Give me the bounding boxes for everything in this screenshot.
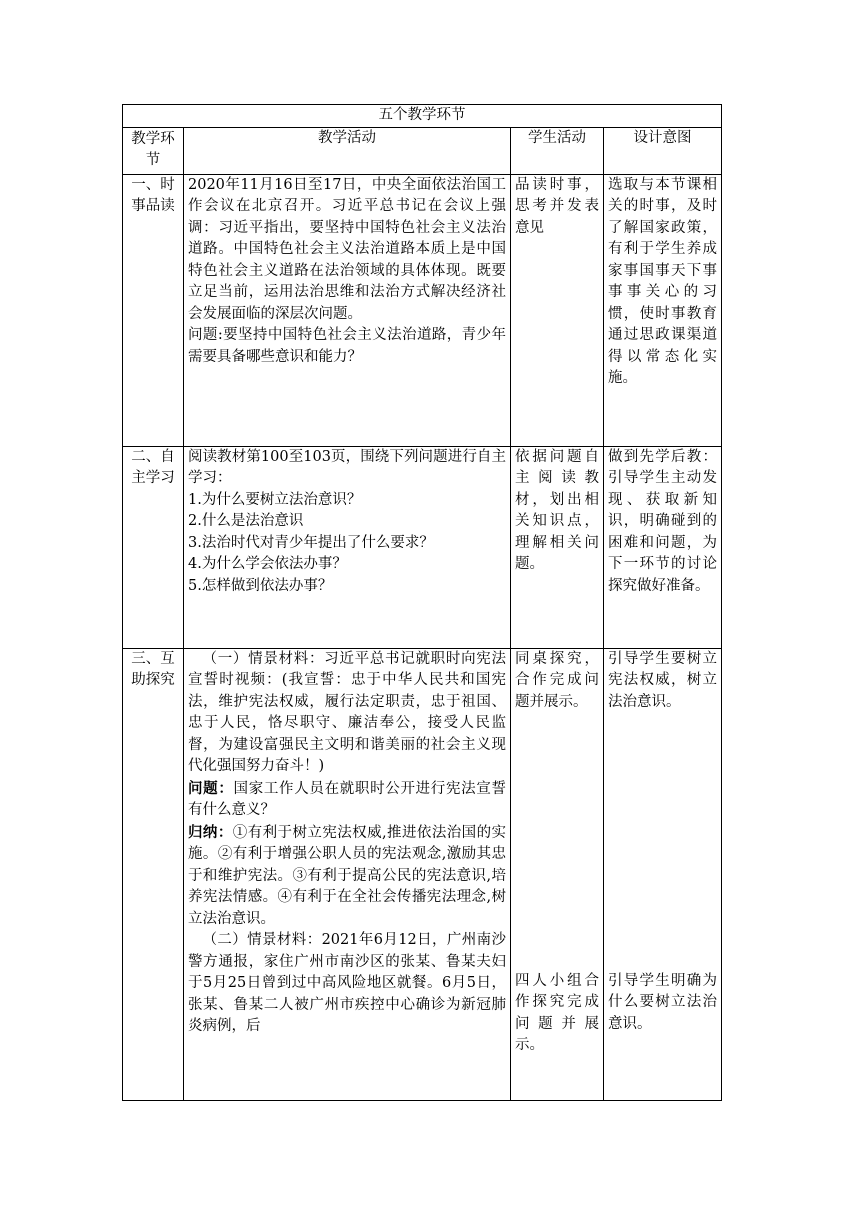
student-activity-cell (511, 648, 604, 1100)
design-intent: 做到先学后教：引导学生主动发现、获取新知识，明确碰到的困难和问题，为下一环节的讨论探究做好准备。 (604, 446, 722, 648)
study-question: 1.为什么要树立法治意识？ (188, 491, 362, 508)
scenario-one: （一）情景材料：习近平总书记就职时向宪法宣誓时视频：(我宣誓：忠于中华人民共和国宪法，维护宪法权威，履行法定职责，忠于祖国、忠于人民，恪尽职守、廉洁奉公，接受人民监督，为建设富强民主文明和谐美丽的社会主义现代化强国努力奋斗！) (188, 650, 506, 774)
header-row (123, 127, 722, 174)
question-text: 国家工作人员在就职时公开进行宪法宣誓有什么意义？ (188, 780, 507, 818)
activity-paragraph: 2020年11月16日至17日，中央全面依法治国工作会议在北京召开。习近平总书记在会议上强调：习近平指出，要坚持中国特色社会主义法治道路。中国特色社会主义法治道路本质上是中国特色社会主义道路在法治领域的具体体现。既要立足当前，运用法治思维和法治方式解决经济社会发展面临的深层次问题。 (188, 176, 506, 322)
summary-label: 归纳： (188, 823, 233, 841)
design-intent: 引导学生要树立宪法权威，树立法治意识。 (608, 650, 717, 710)
header-student: 学生活动 (511, 127, 604, 174)
summary-text: ①有利于树立宪法权威,推进依法治国的实施。②有利于增强公职人员的宪法观念,激励其忠于和维护宪法。③有利于提高公民的宪法意识,培养宪法情感。④有利于在全社会传播宪法理念,树立法治意识。 (188, 824, 507, 927)
activity-question: 问题:要坚持中国特色社会主义法治道路，青少年需要具备哪些意识和能力？ (188, 327, 506, 365)
scenario-one-summary (188, 822, 506, 931)
student-activity: 同桌探究，合作完成问题并展示。 (515, 650, 599, 710)
study-question: 4.为什么学会依法办事？ (188, 556, 347, 572)
table-title: 五个教学环节 (123, 105, 722, 128)
design-intent-cell (604, 648, 722, 1100)
study-question: 5.怎样做到依法办事？ (188, 577, 333, 594)
student-activity: 依据问题自主阅读教材，划出相关知识点，理解相关问题。 (511, 446, 604, 648)
header-activity: 教学活动 (184, 127, 511, 174)
teaching-plan-table (122, 104, 722, 1101)
scenario-one-question (188, 778, 506, 822)
activity-intro: 阅读教材第100至103页，围绕下列问题进行自主学习： (188, 448, 506, 486)
title-row (123, 105, 722, 128)
stage-label: 二、自主学习 (123, 446, 184, 648)
stage-label: 一、时事品读 (123, 174, 184, 446)
header-intent: 设计意图 (604, 127, 722, 174)
student-activity: 四人小组合作探究完成问题并展示。 (515, 972, 599, 1053)
design-intent: 选取与本节课相关的时事，及时了解国家政策，有利于学生养成家事国事天下事事事关心的习惯，使时事教育通过思政课渠道得以常态化实施。 (604, 174, 722, 446)
study-question: 2.什么是法治意识 (188, 513, 304, 529)
row-current-affairs (123, 174, 722, 446)
activity-cell (184, 446, 511, 648)
stage-label: 三、互助探究 (123, 648, 184, 1100)
study-question: 3.法治时代对青少年提出了什么要求？ (188, 534, 434, 551)
student-activity: 品读时事，思考并发表意见 (511, 174, 604, 446)
design-intent: 引导学生明确为什么要树立法治意识。 (608, 972, 717, 1032)
question-label: 问题： (188, 779, 234, 797)
row-cooperative-inquiry (123, 648, 722, 1100)
header-stage: 教学环节 (123, 127, 184, 174)
activity-cell (184, 648, 511, 1100)
scenario-two: （二）情景材料：2021年6月12日，广州南沙警方通报，家住广州市南沙区的张某、鲁某夫妇于5月25日曾到过中高风险地区就餐。6月5日，张某、鲁某二人被广州市疾控中心确诊为新冠肺炎病例，后 (188, 932, 506, 1034)
activity-cell (184, 174, 511, 446)
row-self-study (123, 446, 722, 648)
